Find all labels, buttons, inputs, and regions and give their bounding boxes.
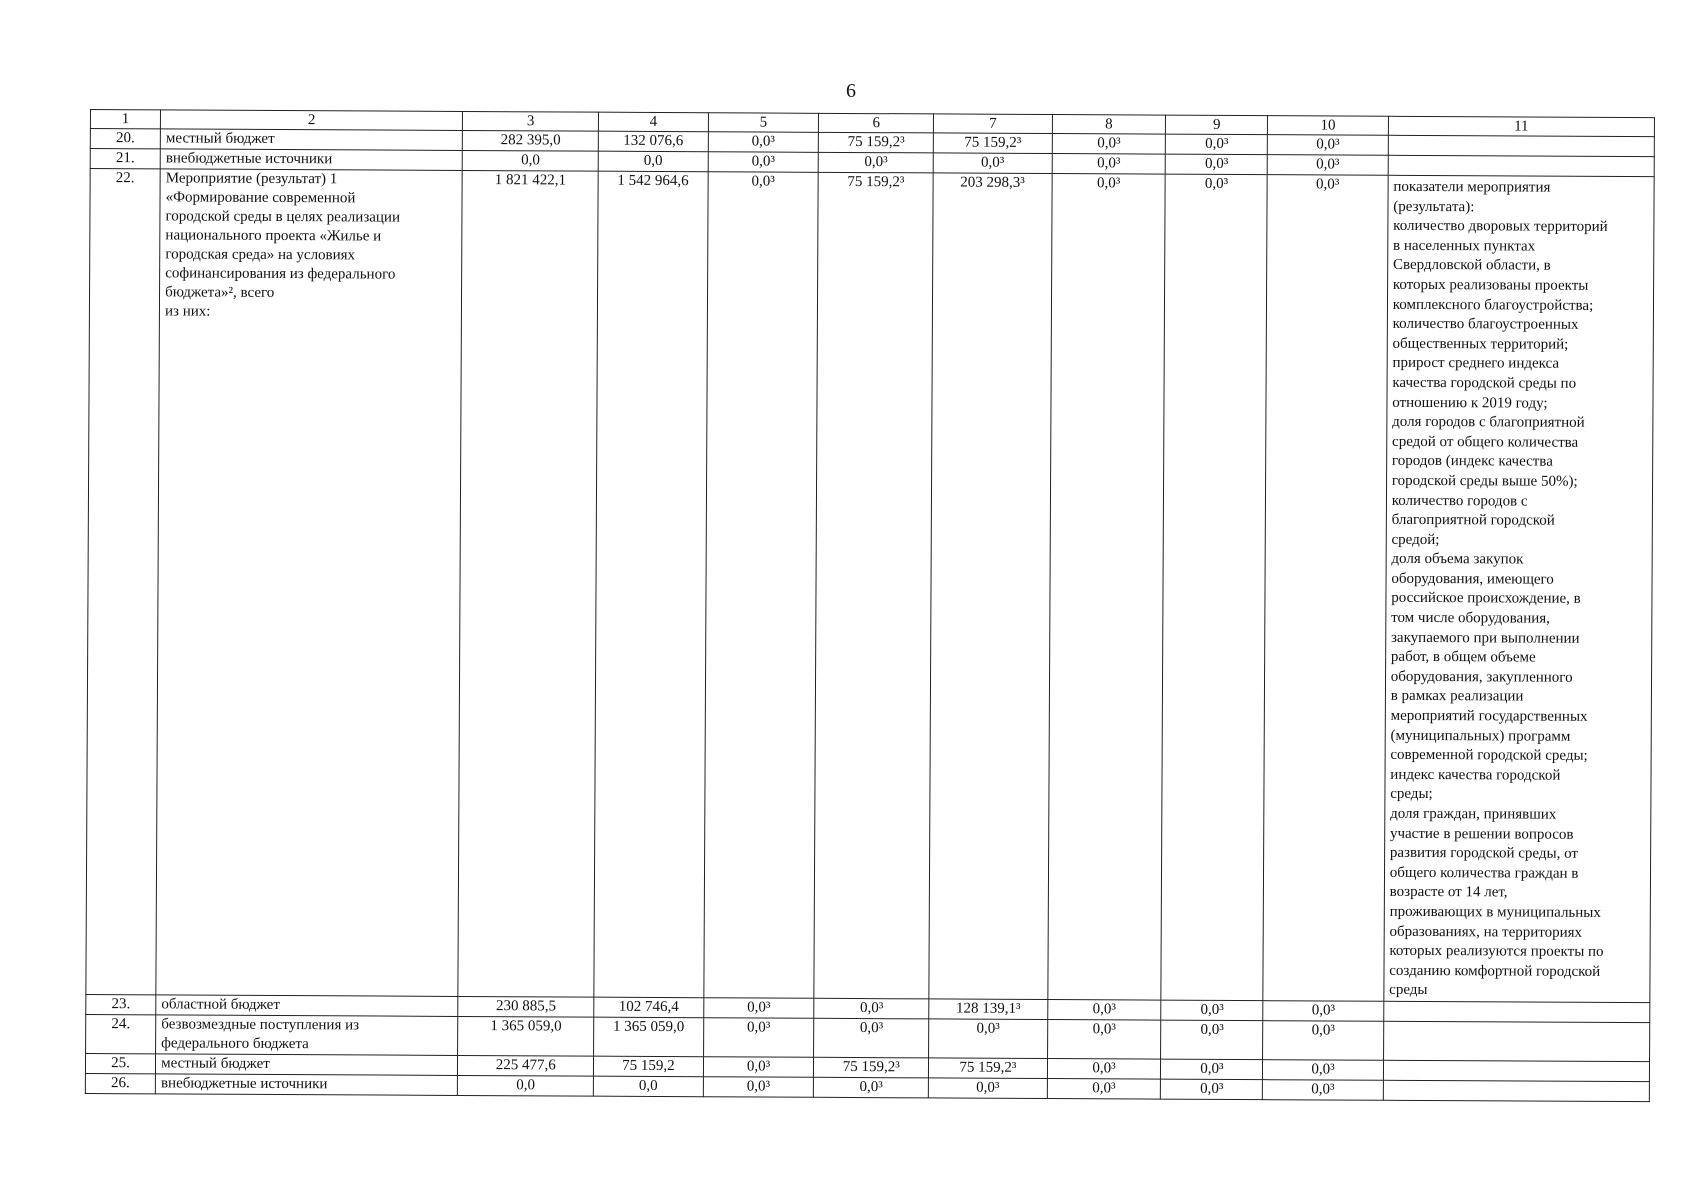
row-number: 20. (90, 129, 160, 149)
cell-col7: 75 159,2³ (934, 133, 1052, 154)
cell-col10: 0,0³ (1268, 135, 1389, 156)
cell-col11 (1388, 135, 1654, 156)
cell-col4: 0,0 (598, 151, 708, 172)
cell-col6: 75 159,2³ (814, 172, 933, 999)
column-header: 2 (160, 110, 462, 131)
cell-col3: 1 821 422,1 (458, 170, 598, 997)
row-number: 23. (86, 994, 156, 1014)
column-header: 9 (1166, 115, 1268, 135)
cell-col6: 0,0³ (818, 152, 933, 173)
column-header: 10 (1268, 116, 1389, 136)
cell-col11 (1388, 155, 1654, 176)
row-number: 21. (90, 149, 160, 169)
cell-col6: 75 159,2³ (819, 132, 934, 153)
column-header: 1 (90, 110, 160, 129)
cell-col7: 128 139,1³ (929, 999, 1047, 1020)
row-name: внебюджетные источники (155, 1074, 457, 1096)
cell-col7: 0,0³ (929, 1078, 1047, 1099)
cell-col7: 203 298,3³ (929, 173, 1052, 1000)
cell-col8: 0,0³ (1047, 1019, 1161, 1059)
column-header: 6 (819, 113, 934, 133)
cell-col6: 0,0³ (814, 998, 929, 1019)
cell-col9: 0,0³ (1166, 134, 1268, 155)
cell-col8: 0,0³ (1052, 154, 1166, 175)
cell-col8: 0,0³ (1047, 174, 1165, 1001)
cell-col3: 0,0 (463, 150, 599, 171)
row-number: 22. (86, 169, 160, 995)
cell-col8: 0,0³ (1047, 1078, 1161, 1099)
cell-col4: 1 365 059,0 (594, 1017, 704, 1057)
row-name: областной бюджет (156, 995, 458, 1017)
cell-col6: 0,0³ (814, 1018, 929, 1058)
row-number: 24. (86, 1014, 156, 1053)
cell-col11 (1383, 1060, 1649, 1081)
column-header: 11 (1388, 116, 1654, 136)
cell-col10: 0,0³ (1263, 175, 1388, 1002)
cell-col5: 0,0³ (704, 172, 819, 999)
cell-col4: 0,0 (594, 1076, 704, 1097)
cell-col5: 0,0³ (708, 152, 819, 173)
cell-col5: 0,0³ (703, 998, 814, 1019)
cell-col9: 0,0³ (1161, 1020, 1263, 1060)
cell-col11 (1383, 1021, 1649, 1061)
cell-col9: 0,0³ (1161, 174, 1267, 1000)
cell-col4: 1 542 964,6 (594, 171, 708, 997)
cell-col9: 0,0³ (1161, 1059, 1263, 1080)
cell-col4: 132 076,6 (598, 131, 708, 152)
column-header: 3 (463, 111, 599, 131)
cell-col10: 0,0³ (1263, 1080, 1384, 1101)
cell-col5: 0,0³ (708, 132, 819, 153)
cell-col3: 230 885,5 (458, 996, 594, 1017)
cell-col7: 0,0³ (929, 1019, 1047, 1059)
cell-col10: 0,0³ (1263, 1001, 1384, 1022)
cell-col9: 0,0³ (1161, 1079, 1263, 1100)
cell-col7: 75 159,2³ (929, 1058, 1047, 1079)
cell-col3: 282 395,0 (463, 130, 599, 151)
row-name: безвозмездные поступления из федерального бюджета (156, 1015, 458, 1056)
cell-col9: 0,0³ (1166, 154, 1268, 175)
cell-col4: 75 159,2 (594, 1056, 704, 1077)
table-row (86, 169, 1654, 1003)
cell-col8: 0,0³ (1047, 999, 1161, 1020)
row-name: Мероприятие (результат) 1 «Формирование современной городской среды в целях реализации национального проекта «Жилье и городская среда» на условиях софинансирования из федерального бюджета»², всего из них: (156, 169, 463, 997)
row-number: 25. (85, 1053, 155, 1073)
cell-col11 (1383, 1080, 1649, 1101)
cell-col4: 102 746,4 (594, 997, 704, 1018)
cell-col11-indicators: показатели мероприятия (результата): количество дворовых территорий в населенных пунктах Свердловской области, в которых реализованы проекты комплексного благоустройства; количество благоустроенных общественных территорий; прирост среднего индекса качества городской среды по отношению к 2019 году; доля городов с благоприятной средой от общего количества городов (индекс качества городской среды выше 50%); количество городов с благоприятной городской средой; доля объема закупок оборудования, имеющего российское происхождение, в том числе оборудования, закупаемого при выполнении работ, в общем объеме оборудования, закупленного в рамках реализации мероприятий государственных (муниципальных) программ современной городской среды; индекс качества городской среды; доля граждан, принявших участие в решении вопросов развития городской среды, от общего количества граждан в возрасте от 14 лет, проживающих в муниципальных образованиях, на территориях которых реализуются проекты по созданию комфортной городской среды (1384, 175, 1655, 1002)
cell-col3: 225 477,6 (458, 1055, 594, 1076)
column-header: 5 (708, 113, 819, 133)
row-name: местный бюджет (156, 1054, 458, 1076)
cell-col6: 75 159,2³ (814, 1057, 929, 1078)
row-name: местный бюджет (160, 129, 462, 151)
cell-col9: 0,0³ (1161, 1000, 1263, 1021)
column-header: 7 (934, 114, 1052, 134)
cell-col3: 1 365 059,0 (458, 1016, 594, 1056)
cell-col10: 0,0³ (1263, 1060, 1384, 1081)
cell-col6: 0,0³ (814, 1077, 929, 1098)
column-header: 8 (1052, 115, 1166, 135)
column-header: 4 (599, 112, 709, 132)
cell-col7: 0,0³ (933, 153, 1051, 174)
cell-col8: 0,0³ (1047, 1058, 1161, 1079)
cell-col5: 0,0³ (703, 1077, 814, 1098)
cell-col10: 0,0³ (1263, 1021, 1384, 1061)
cell-col5: 0,0³ (703, 1018, 814, 1058)
cell-col8: 0,0³ (1052, 134, 1166, 155)
cell-col11 (1384, 1001, 1650, 1022)
page-number: 6 (846, 80, 856, 102)
row-name: внебюджетные источники (160, 149, 462, 171)
budget-table (85, 109, 1655, 1102)
cell-col5: 0,0³ (703, 1057, 814, 1078)
row-number: 26. (85, 1073, 155, 1093)
cell-col10: 0,0³ (1267, 155, 1388, 176)
cell-col3: 0,0 (458, 1075, 594, 1096)
